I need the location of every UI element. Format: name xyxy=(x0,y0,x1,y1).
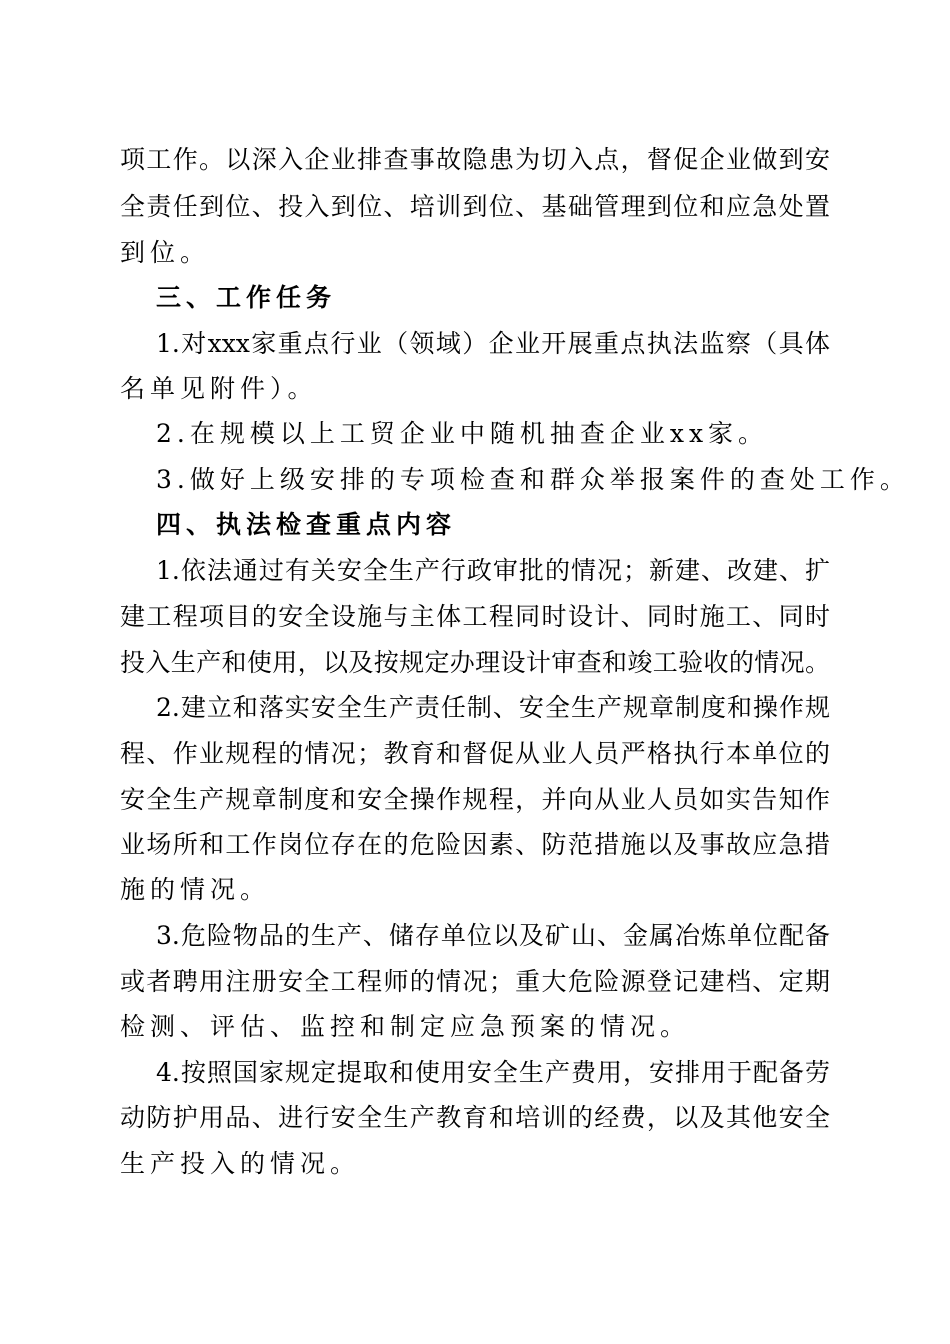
paragraph-line: 建工程项目的安全设施与主体工程同时设计、同时施工、同时 xyxy=(120,602,830,631)
task-item-2: 2.在规模以上工贸企业中随机抽查企业xx家。 xyxy=(156,419,769,448)
inspection-item-4: 4.按照国家规定提取和使用安全生产费用，安排用于配备劳 xyxy=(156,1058,830,1087)
inspection-item-2: 2.建立和落实安全生产责任制、安全生产规章制度和操作规 xyxy=(156,693,830,722)
paragraph-line: 名单见附件）。 xyxy=(120,374,318,403)
paragraph-line: 或者聘用注册安全工程师的情况；重大危险源登记建档、定期 xyxy=(120,967,830,996)
paragraph-line: 全责任到位、投入到位、培训到位、基础管理到位和应急处置 xyxy=(120,192,830,221)
inspection-item-3: 3.危险物品的生产、储存单位以及矿山、金属冶炼单位配备 xyxy=(156,921,830,950)
paragraph-line: 检测、评估、监控和制定应急预案的情况。 xyxy=(120,1012,691,1041)
task-item-3: 3.做好上级安排的专项检查和群众举报案件的查处工作。 xyxy=(156,465,910,494)
paragraph-line: 投入生产和使用，以及按规定办理设计审查和竣工验收的情况。 xyxy=(120,648,830,677)
paragraph-line: 业场所和工作岗位存在的危险因素、防范措施以及事故应急措 xyxy=(120,830,830,859)
paragraph-line: 安全生产规章制度和安全操作规程，并向从业人员如实告知作 xyxy=(120,785,830,814)
paragraph-line: 到位。 xyxy=(120,238,211,267)
paragraph-line: 项工作。以深入企业排查事故隐患为切入点，督促企业做到安 xyxy=(120,145,830,174)
inspection-item-1: 1.依法通过有关安全生产行政审批的情况；新建、改建、扩 xyxy=(156,556,830,585)
task-item-1: 1.对xxx家重点行业（领域）企业开展重点执法监察（具体 xyxy=(156,329,830,358)
paragraph-line: 动防护用品、进行安全生产教育和培训的经费，以及其他安全 xyxy=(120,1103,830,1132)
paragraph-line: 生产投入的情况。 xyxy=(120,1149,361,1178)
section-heading-inspection: 四、执法检查重点内容 xyxy=(156,510,457,539)
paragraph-line: 施的情况。 xyxy=(120,875,271,904)
paragraph-line: 程、作业规程的情况；教育和督促从业人员严格执行本单位的 xyxy=(120,739,830,768)
section-heading-tasks: 三、工作任务 xyxy=(156,283,337,312)
